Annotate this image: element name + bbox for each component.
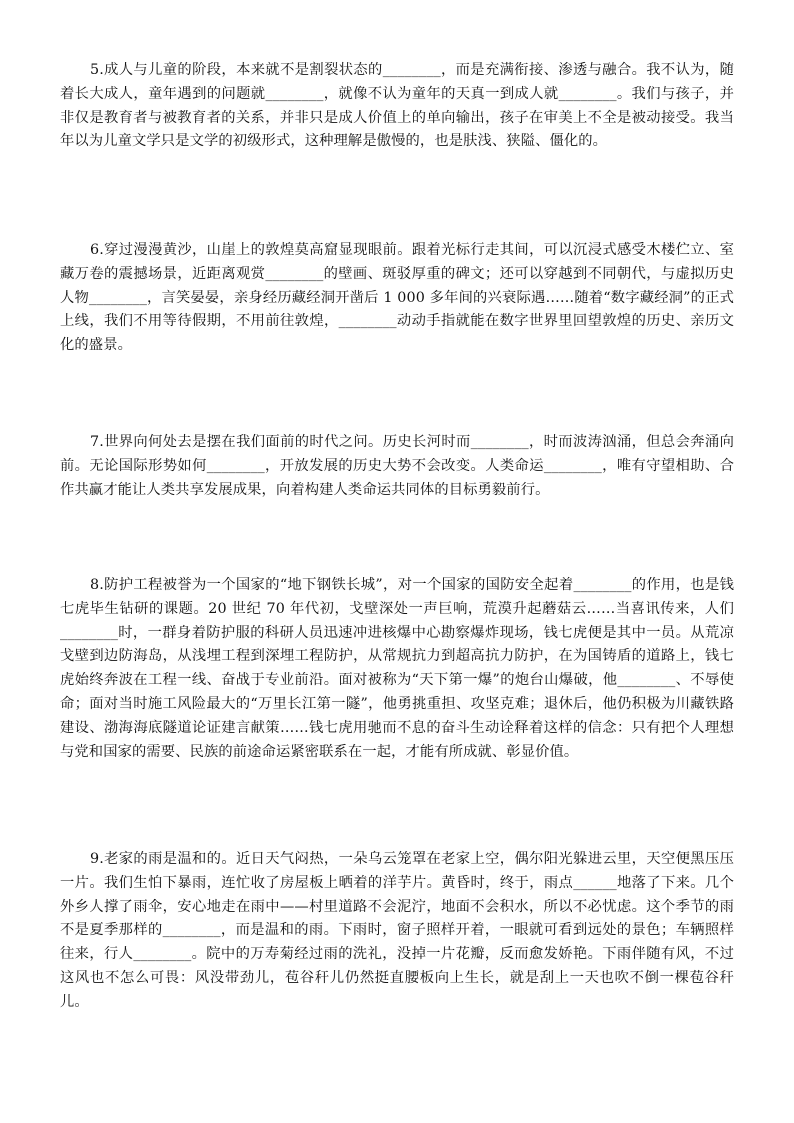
question-7-paragraph: 7.世界向何处去是摆在我们面前的时代之问。历史长河时而________，时而波涛汹涌，但总会奔涌向前。无论国际形势如何________，开放发展的历史大势不会改变。人类命运________，唯有守望相助、合作共赢才能让人类共享发展成果，向着构建人类命运共同体的目标勇毅前行。 bbox=[60, 434, 734, 498]
question-8-paragraph: 8.防护工程被誉为一个国家的“地下钢铁长城”，对一个国家的国防安全起着________的作用，也是钱七虎毕生钻研的课题。20 世纪 70 年代初，戈壁深处一声巨响，荒漠升起蘑菇云……当喜讯传来，人们________时，一群身着防护服的科研人员迅速冲进核爆中心勘察爆炸现场，钱七虎便是其中一员。从荒凉戈壁到边防海岛，从浅埋工程到深埋工程防护，从常规抗力到超高抗力防护，在为国铸盾的道路上，钱七虎始终奔波在工程一线、奋战于专业前沿。面对被称为“天下第一爆”的炮台山爆破，他________、不辱使命；面对当时施工风险最大的“万里长江第一隧”，他勇挑重担、攻坚克难；退休后，他仍积极为川藏铁路建设、渤海海底隧道论证建言献策……钱七虎用驰而不息的奋斗生动诠释着这样的信念：只有把个人理想与党和国家的需要、民族的前途命运紧密联系在一起，才能有所成就、彰显价值。 bbox=[60, 577, 734, 760]
question-6-paragraph: 6.穿过漫漫黄沙，山崖上的敦煌莫高窟显现眼前。跟着光标行走其间，可以沉浸式感受木楼伫立、室藏万卷的震撼场景，近距离观赏________的壁画、斑驳厚重的碑文；还可以穿越到不同朝代，与虚拟历史人物________，言笑晏晏，亲身经历藏经洞开凿后 1 000 多年间的兴衰际遇……随着“数字藏经洞”的正式上线，我们不用等待假期，不用前往敦煌，________动动手指就能在数字世界里回望敦煌的历史、亲历文化的盛景。 bbox=[60, 242, 734, 354]
question-9-paragraph: 9.老家的雨是温和的。近日天气闷热，一朵乌云笼罩在老家上空，偶尔阳光躲进云里，天空便黑压压一片。我们生怕下暴雨，连忙收了房屋板上晒着的洋芋片。黄昏时，终于，雨点______地落了下来。几个外乡人撑了雨伞，安心地走在雨中——村里道路不会泥泞，地面不会积水，所以不必忧虑。这个季节的雨不是夏季那样的________，而是温和的雨。下雨时，窗子照样开着，一眼就可看到远处的景色；车辆照样往来，行人________。院中的万寿菊经过雨的洗礼，没掉一片花瓣，反而愈发娇艳。下雨伴随有风，不过这风也不怎么可畏：风没带劲儿，苞谷秆儿仍然挺直腰板向上生长，就是刮上一天也吹不倒一棵苞谷秆儿。 bbox=[60, 851, 734, 1010]
question-5-paragraph: 5.成人与儿童的阶段，本来就不是割裂状态的________，而是充满衔接、渗透与融合。我不认为，随着长大成人，童年遇到的问题就________，就像不认为童年的天真一到成人就________。我们与孩子，并非仅是教育者与被教育者的关系，并非只是成人价值上的单向输出，孩子在审美上不全是被动接受。我当年以为儿童文学只是文学的初级形式，这种理解是傲慢的，也是肤浅、狭隘、僵化的。 bbox=[60, 62, 734, 150]
